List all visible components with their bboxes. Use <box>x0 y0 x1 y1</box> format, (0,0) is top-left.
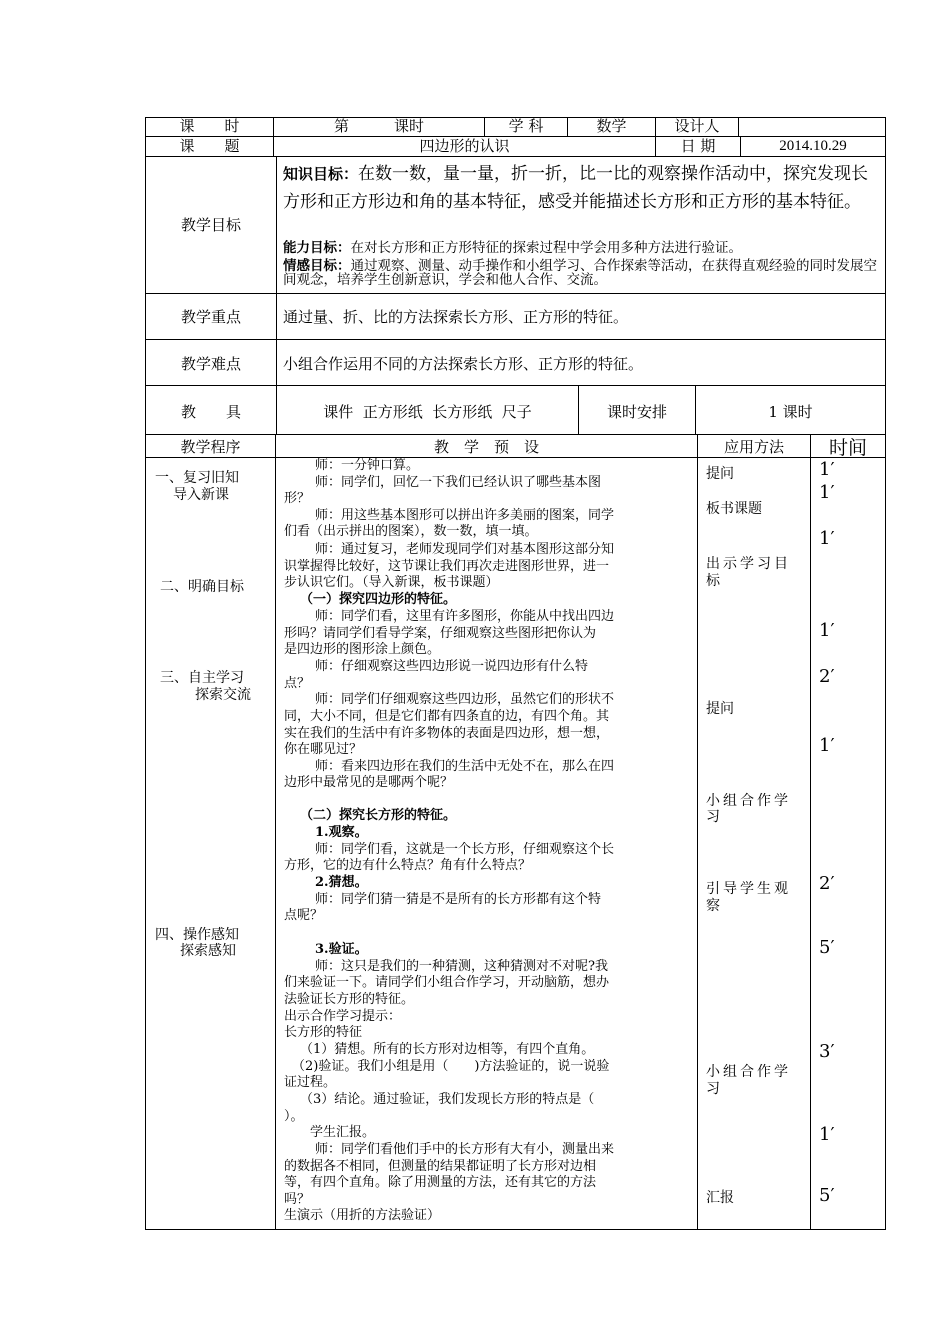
plan-line: 师：用这些基本图形可以拼出许多美丽的图案，同学 <box>315 508 615 523</box>
zhishi-text: 在数一数，量一量，折一折，比一比的观察操作活动中，探究发现长方形和正方形边和角的基本特征，感受并能描述长方形和正方形的基本特征。 <box>283 164 869 212</box>
plan-line: 长方形的特征 <box>284 1025 363 1040</box>
nandian-text: 小组合作运用不同的方法探索长方形、正方形的特征。 <box>283 355 644 373</box>
method-item: 板书课题 <box>706 501 762 517</box>
method-item: 出示学习目 <box>706 556 791 572</box>
zhishi-label: 知识目标： <box>283 165 359 183</box>
plan-line: 师：仔细观察这些四边形说一说四边形有什么特 <box>315 659 589 674</box>
plan-line: （2)验证。我们小组是用（ )方法验证的，说一说验 <box>292 1059 610 1074</box>
nengli-label: 能力目标： <box>283 240 351 256</box>
plan-line: 学生汇报。 <box>310 1125 376 1140</box>
col-plan: 教 学 预 设 <box>433 438 539 456</box>
plan-line: 边形中最常见的是哪两个呢？ <box>284 775 454 790</box>
method-item: 标 <box>706 573 720 589</box>
di-ke-shi: 第 课时 <box>333 117 424 135</box>
zhongdian-text: 通过量、折、比的方法探索长方形、正方形的特征。 <box>283 308 629 326</box>
time-item: 1′ <box>819 620 835 641</box>
plan-line: 师：同学们看他们手中的长方形有大有小，测量出来 <box>315 1142 615 1157</box>
ri-qi-value: 2014.10.29 <box>779 138 847 154</box>
plan-line: 点？ <box>284 676 311 691</box>
plan-line: 出示合作学习提示： <box>284 1009 402 1024</box>
plan-heading: （一）探究四边形的特征。 <box>300 592 457 607</box>
plan-line: 师：看来四边形在我们的生活中无处不在，那么在四 <box>315 759 615 774</box>
plan-line: 识掌握得比较好，这节课让我们再次走进图形世界，进一 <box>284 559 610 574</box>
time-item: 5′ <box>819 1185 835 1206</box>
col-program: 教学程序 <box>180 438 241 456</box>
she-ji-ren-label: 设计人 <box>674 117 720 135</box>
nandian-label: 教学难点 <box>180 355 241 373</box>
step-3b: 探索交流 <box>195 687 251 703</box>
plan-line: 证过程。 <box>284 1075 337 1090</box>
plan-line: 师：同学们，回忆一下我们已经认识了哪些基本图 <box>315 475 602 490</box>
xue-ke-label: 学 科 <box>508 117 544 135</box>
plan-line: （3）结论。通过验证，我们发现长方形的特点是（ <box>300 1092 595 1107</box>
zhongdian-label: 教学重点 <box>180 308 241 326</box>
plan-line: 方形，它的边有什么特点？角有什么特点？ <box>284 858 532 873</box>
ke-ti-value: 四边形的认识 <box>419 137 510 155</box>
time-item: 2′ <box>819 873 835 894</box>
step-1b: 导入新课 <box>173 487 229 503</box>
keshi-value: 1 课时 <box>768 403 813 421</box>
time-item: 1′ <box>819 482 835 503</box>
step-3a: 三、自主学习 <box>160 670 244 686</box>
method-item: 引导学生观 <box>706 881 791 897</box>
method-item: 察 <box>706 898 720 914</box>
plan-line: 师：同学们看，这里有许多图形，你能从中找出四边 <box>315 609 615 624</box>
plan-line: 是四边形的图形涂上颜色。 <box>284 642 441 657</box>
qinggan-label: 情感目标： <box>283 258 351 274</box>
qinggan-goal <box>283 259 881 287</box>
plan-line: 师：通过复习，老师发现同学们对基本图形这部分知 <box>315 542 615 557</box>
method-item: 习 <box>706 809 720 825</box>
plan-line: 吗？ <box>284 1192 311 1207</box>
plan-subheading: 1.观察。 <box>315 825 368 840</box>
jiaoju-label: 教 具 <box>180 403 241 421</box>
step-2: 二、明确目标 <box>160 579 244 595</box>
step-1a: 一、复习旧知 <box>155 470 239 486</box>
col-time: 时间 <box>828 437 867 459</box>
time-item: 1′ <box>819 735 835 756</box>
plan-line: 形吗？请同学们看导学案，仔细观察这些图形把你认为 <box>284 626 597 641</box>
plan-line: 师：这只是我们的一种猜测，这种猜测对不对呢?我 <box>315 959 608 974</box>
qinggan-text: 通过观察、测量、动手操作和小组学习、合作探索等活动，在获得直观经验的同时发展空间观念，培养学生创新意识，学会和他人合作、交流。 <box>283 258 877 288</box>
jiaoju-text: 课件 正方形纸 长方形纸 尺子 <box>323 403 532 421</box>
zhishi-goal <box>283 160 881 216</box>
plan-line: 形？ <box>284 491 311 506</box>
plan-line: 步认识它们。（导入新课，板书课题） <box>284 575 499 590</box>
time-item: 1′ <box>819 459 835 480</box>
method-item: 提问 <box>706 701 734 717</box>
plan-line: 师：一分钟口算。 <box>315 458 420 473</box>
plan-subheading: 3.验证。 <box>315 942 368 957</box>
plan-line: 实在我们的生活中有许多物体的表面是四边形，想一想， <box>284 726 610 741</box>
plan-line: ）。 <box>284 1109 304 1124</box>
plan-line: 生演示（用折的方法验证） <box>284 1208 441 1223</box>
goals-label: 教学目标 <box>180 216 241 234</box>
ke-shi-label: 课 时 <box>179 117 240 135</box>
plan-line: 等，有四个直角。除了用测量的方法，还有其它的方法 <box>284 1175 597 1190</box>
method-item: 汇报 <box>706 1190 734 1206</box>
plan-line: 你在哪见过？ <box>284 742 363 757</box>
time-item: 3′ <box>819 1041 835 1062</box>
plan-line: 们来验证一下。请同学们小组合作学习，开动脑筋，想办 <box>284 975 610 990</box>
plan-line: 点呢？ <box>284 908 324 923</box>
plan-line: 同，大小不同，但是它们都有四条直的边，有四个角。其 <box>284 709 610 724</box>
method-item: 小组合作学 <box>706 793 791 809</box>
nengli-text: 在对长方形和正方形特征的探索过程中学会用多种方法进行验证。 <box>350 240 742 256</box>
method-item: 习 <box>706 1081 720 1097</box>
keshi-label: 课时安排 <box>606 403 667 421</box>
method-item: 提问 <box>706 466 734 482</box>
time-item: 5′ <box>819 937 835 958</box>
plan-line: （1）猜想。所有的长方形对边相等，有四个直角。 <box>300 1042 595 1057</box>
plan-heading: （二）探究长方形的特征。 <box>300 808 457 823</box>
ri-qi-label: 日 期 <box>680 137 716 155</box>
plan-subheading: 2.猜想。 <box>315 875 368 890</box>
nengli-goal <box>283 241 881 256</box>
method-item: 小组合作学 <box>706 1064 791 1080</box>
xue-ke-value: 数学 <box>596 117 627 135</box>
step-4b: 探索感知 <box>180 943 236 959</box>
ke-ti-label: 课 题 <box>179 137 240 155</box>
plan-line: 的数据各不相同，但测量的结果都证明了长方形对边相 <box>284 1159 597 1174</box>
plan-line: 师：同学们仔细观察这些四边形，虽然它们的形状不 <box>315 692 615 707</box>
time-item: 2′ <box>819 666 835 687</box>
time-item: 1′ <box>819 1124 835 1145</box>
plan-line: 们看（出示拼出的图案），数一数，填一填。 <box>284 524 538 539</box>
time-item: 1′ <box>819 528 835 549</box>
step-4a: 四、操作感知 <box>155 927 239 943</box>
col-method: 应用方法 <box>723 438 784 456</box>
plan-line: 师：同学们猜一猜是不是所有的长方形都有这个特 <box>315 892 602 907</box>
plan-line: 法验证长方形的特征。 <box>284 992 415 1007</box>
plan-line: 师：同学们看，这就是一个长方形，仔细观察这个长 <box>315 842 615 857</box>
